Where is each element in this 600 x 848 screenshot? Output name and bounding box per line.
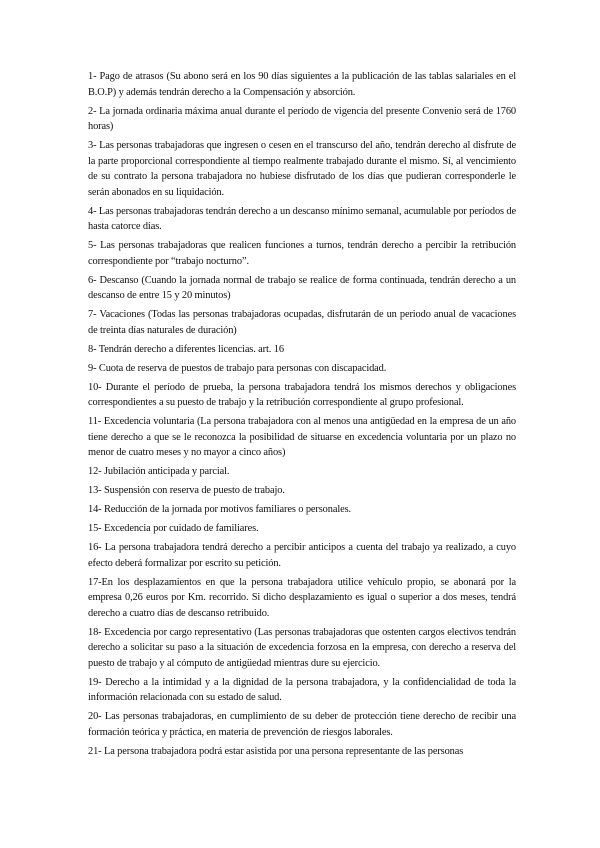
list-item: 14- Reducción de la jornada por motivos familiares o personales. [88,504,351,515]
list-item: 16- La persona trabajadora tendrá derecho a percibir anticipos a cuenta del trabajo ya realizado, a cuyo efecto deberá formalizar por escrito su petición. [88,542,516,569]
list-item: 3- Las personas trabajadoras que ingresen o cesen en el transcurso del año, tendrán derecho al disfrute de la parte proporcional correspondiente al tiempo realmente trabajado durante el mismo. Sí, al vencimiento de su contrato la persona trabajadora no hubiese disfrutado de los días que pudieran corresponderle le serán abonados en su liquidación. [88,140,516,198]
list-item: 21- La persona trabajadora podrá estar asistida por una persona representante de las personas [88,745,464,757]
list-item: 5- Las personas trabajadoras que realicen funciones a turnos, tendrán derecho a percibir la retribución correspondiente por “trabajo nocturno”. [88,240,516,267]
list-item: 8- Tendrán derecho a diferentes licencias. art. 16 [88,343,284,355]
list-item: 19- Derecho a la intimidad y a la dignidad de la persona trabajadora, y la confidencialidad de toda la información relacionada con su estado de salud. [88,676,516,703]
list-item: 20- Las personas trabajadoras, en cumplimiento de su deber de protección tiene derecho de recibir una formación teórica y práctica, en materia de prevención de riesgos laborales. [88,711,516,738]
list-item: 17-En los desplazamientos en que la persona trabajadora utilice vehículo propio, se abonará por la empresa 0,26 euros por Km. recorrido. Si dicho desplazamiento es igual o superior a dos meses, tendrá derecho a cuatro días de descanso retribuido. [88,576,516,619]
document-page [88,69,516,763]
list-item: 2- La jornada ordinaria máxima anual durante el período de vigencia del presente Convenio será de 1760 horas) [88,105,516,132]
list-item: 6- Descanso (Cuando la jornada normal de trabajo se realice de forma continuada, tendrán derecho a un descanso de entre 15 y 20 minutos) [88,274,516,301]
list-item: 11- Excedencia voluntaria (La persona trabajadora con al menos una antigüedad en la empresa de un año tiene derecho a que se le reconozca la posibilidad de situarse en excedencia voluntaria por un plazo no menor de cuatro meses y no mayor a cinco años) [88,416,516,458]
list-item: 9- Cuota de reserva de puestos de trabajo para personas con discapacidad. [88,362,387,374]
list-item: 4- Las personas trabajadoras tendrán derecho a un descanso mínimo semanal, acumulable por períodos de hasta catorce días. [88,205,516,232]
list-item: 18- Excedencia por cargo representativo (Las personas trabajadoras que ostenten cargos electivos tendrán derecho a solicitar su paso a la situación de excedencia forzosa en la empresa, con derecho a reserva del puesto de trabajo y al cómputo de antigüedad mientras dure su ejercicio. [88,626,516,669]
list-item: 15- Excedencia por cuidado de familiares. [88,523,259,534]
list-item: 12- Jubilación anticipada y parcial. [88,466,230,477]
list-item: 7- Vacaciones (Todas las personas trabajadoras ocupadas, disfrutarán de un periodo anual de vacaciones de treinta días naturales de duración) [88,309,516,336]
list-item: 13- Suspensión con reserva de puesto de trabajo. [88,485,285,496]
list-item: 10- Durante el período de prueba, la persona trabajadora tendrá los mismos derechos y obligaciones correspondientes a su puesto de trabajo y la retribución correspondiente al grupo profesional. [88,381,516,408]
list-item: 1- Pago de atrasos (Su abono será en los 90 días siguientes a la publicación de las tablas salariales en el B.O.P) y además tendrán derecho a la Compensación y absorción. [88,71,516,98]
